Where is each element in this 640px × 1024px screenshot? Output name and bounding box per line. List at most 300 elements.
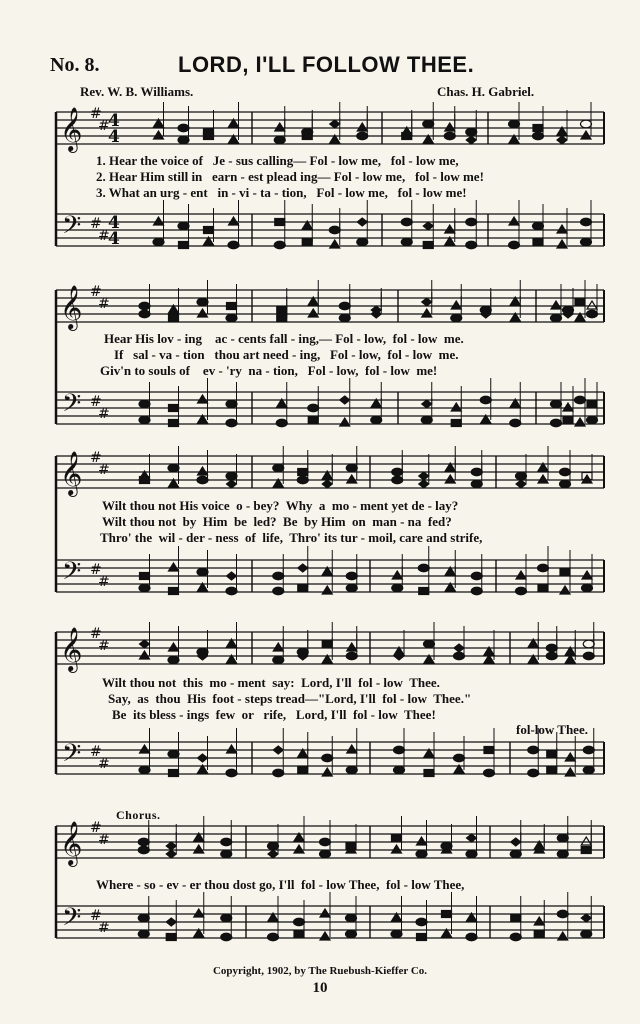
note-head (563, 403, 573, 411)
note-head (509, 217, 519, 225)
sharp-sign: # (90, 216, 102, 232)
note-head (416, 850, 427, 858)
note-head (587, 416, 598, 424)
note-head (226, 769, 237, 777)
bass-clef: 𝄢 (62, 557, 82, 592)
note-head (277, 307, 287, 314)
note-head (581, 120, 592, 128)
note-head (402, 133, 412, 140)
sharp-sign: # (90, 394, 102, 410)
note-head (394, 766, 405, 774)
note-head (551, 314, 562, 322)
note-head (466, 241, 477, 249)
sharp-sign: # (98, 638, 110, 654)
note-head (560, 468, 571, 476)
note-head (298, 767, 308, 774)
lyric-line: 3. What an urg - ent in - vi - ta - tion, Fol - low me, fol - low me! (96, 185, 467, 200)
treble-clef: 𝄞 (60, 627, 83, 671)
note-head (551, 301, 561, 309)
sharp-sign: # (98, 574, 110, 590)
note-head (169, 315, 179, 322)
note-head (357, 218, 367, 226)
bass-clef: 𝄢 (62, 389, 82, 424)
note-head (302, 239, 312, 246)
note-head (322, 586, 332, 594)
note-head (140, 573, 150, 580)
note-head (467, 834, 477, 842)
note-head (322, 641, 332, 648)
note-head (557, 240, 567, 248)
note-head (394, 746, 405, 754)
note-head (228, 241, 239, 249)
treble-clef: 𝄞 (60, 107, 83, 151)
note-head (139, 310, 150, 318)
note-head (294, 918, 305, 926)
note-head (340, 418, 350, 426)
bass-clef: 𝄢 (62, 903, 82, 938)
lyric-line: Wilt thou not by Him be led? Be by Him on man - na fed? (102, 514, 452, 529)
note-head (583, 766, 594, 774)
note-head (169, 588, 179, 595)
note-head (454, 754, 465, 762)
note-head (451, 301, 461, 309)
note-head (401, 238, 412, 246)
note-head (329, 226, 340, 234)
note-head (273, 643, 283, 651)
note-head (308, 309, 318, 317)
note-head (169, 643, 179, 651)
note-head (533, 132, 544, 140)
note-head (587, 401, 597, 408)
note-head (575, 396, 586, 404)
note-head (168, 750, 179, 758)
sharp-sign: # (90, 744, 102, 760)
note-head (229, 217, 239, 225)
note-head (419, 588, 429, 595)
note-head (197, 568, 208, 576)
note-head (194, 845, 204, 853)
note-head (558, 932, 568, 940)
note-head (346, 766, 357, 774)
note-head (416, 918, 427, 926)
note-head (557, 834, 568, 842)
sharp-sign: # (98, 832, 110, 848)
note-head (546, 644, 557, 652)
note-head (298, 469, 308, 476)
note-head (454, 644, 464, 652)
note-head (528, 769, 539, 777)
note-head (392, 584, 403, 592)
note-head (169, 405, 179, 412)
note-head (471, 468, 482, 476)
note-head (371, 416, 382, 424)
note-head (227, 745, 237, 753)
note-head (546, 652, 557, 660)
note-head (424, 640, 435, 648)
note-head (357, 132, 368, 140)
note-head (538, 585, 548, 592)
note-head (347, 745, 357, 753)
note-head (581, 847, 591, 854)
note-head (575, 418, 585, 426)
note-head (275, 219, 285, 226)
sharp-sign: # (98, 406, 110, 422)
lyric-line: 1. Hear the voice of Je - sus calling— Fol - low me, fol - low me, (96, 153, 459, 168)
note-head (169, 563, 179, 571)
composer-credit: Chas. H. Gabriel. (437, 84, 535, 99)
note-head (419, 480, 429, 488)
note-head (422, 298, 432, 306)
note-head (516, 587, 527, 595)
note-head (346, 652, 357, 660)
note-head (445, 475, 455, 483)
note-head (221, 933, 232, 941)
note-head (178, 124, 189, 132)
note-head (153, 238, 164, 246)
note-head (330, 120, 340, 128)
note-head (516, 480, 526, 488)
note-head (471, 587, 482, 595)
note-head (268, 842, 279, 850)
note-head (422, 400, 432, 408)
note-head (221, 850, 232, 858)
note-head (346, 572, 357, 580)
note-head (226, 472, 237, 480)
note-head (581, 218, 592, 226)
note-head (575, 299, 585, 306)
note-head (194, 909, 204, 917)
lyric-line: Say, as thou His foot - steps tread—"Lord, I'll fol - low Thee." (108, 691, 472, 706)
note-head (466, 218, 477, 226)
note-head (198, 467, 208, 475)
note-head (582, 571, 592, 579)
note-head (302, 133, 312, 140)
note-head (320, 838, 331, 846)
note-head (401, 218, 412, 226)
note-head (275, 123, 285, 131)
note-head (565, 768, 575, 776)
note-head (140, 745, 150, 753)
note-head (423, 242, 433, 249)
note-head (178, 222, 189, 230)
note-head (138, 914, 149, 922)
note-head (273, 572, 284, 580)
sharp-sign: # (98, 228, 110, 244)
note-head (466, 136, 476, 144)
note-head (534, 917, 544, 925)
note-head (274, 241, 285, 249)
lyric-line: Wilt thou not His voice o - bey? Why a mo - ment yet de - lay? (102, 498, 459, 513)
sharp-sign: # (98, 920, 110, 936)
note-head (198, 395, 208, 403)
note-head (357, 238, 368, 246)
note-head (268, 933, 279, 941)
sharp-sign: # (90, 284, 102, 300)
note-head (276, 419, 287, 427)
note-head (226, 419, 237, 427)
note-head (417, 934, 427, 941)
sharp-sign: # (98, 118, 110, 134)
note-head (168, 464, 179, 472)
note-head (471, 480, 482, 488)
note-head (421, 416, 432, 424)
note-head (330, 240, 340, 248)
note-head (294, 845, 304, 853)
note-head (511, 915, 521, 922)
note-head (294, 931, 304, 938)
page-number: 10 (312, 980, 328, 996)
note-head (445, 225, 455, 233)
lyric-line: Wilt thou not this mo - ment say: Lord, I'll fol - low Thee. (102, 675, 440, 690)
treble-clef: 𝄞 (60, 285, 83, 329)
note-head (583, 652, 594, 660)
note-head (139, 400, 150, 408)
note-head (547, 751, 557, 758)
note-head (423, 120, 434, 128)
note-head (516, 571, 526, 579)
treble-clef: 𝄞 (60, 821, 83, 865)
note-head (140, 651, 150, 659)
note-head (221, 838, 232, 846)
note-head (140, 640, 150, 648)
lyric-line: Be its bless - ings few or rife, Lord, I'll fol - low Thee! (112, 707, 436, 722)
note-head (551, 400, 562, 408)
note-head (392, 845, 402, 853)
note-head (533, 125, 543, 132)
note-head (204, 227, 214, 234)
note-head (308, 417, 318, 424)
sharp-sign: # (90, 820, 102, 836)
note-head (587, 310, 598, 318)
note-head (538, 564, 549, 572)
note-head (139, 766, 150, 774)
note-head (138, 846, 149, 854)
note-head (392, 835, 402, 842)
note-head (581, 837, 591, 845)
note-head (339, 314, 350, 322)
note-head (516, 472, 527, 480)
lyric-line: If sal - va - tion thou art need - ing, Fol - low, fol - low me. (114, 347, 459, 362)
note-head (320, 932, 330, 940)
note-head (346, 930, 357, 938)
note-head (557, 225, 567, 233)
sharp-sign: # (90, 106, 102, 122)
note-head (277, 315, 287, 322)
note-head (273, 656, 284, 664)
note-head (226, 314, 237, 322)
note-head (471, 572, 482, 580)
note-head (197, 298, 208, 306)
note-head (178, 136, 189, 144)
sharp-sign: # (98, 462, 110, 478)
lyric-line: Thro' the wil - der - ness of life, Thro' its tur - moil, care and strife, (100, 530, 483, 545)
note-head (581, 930, 592, 938)
note-head (346, 914, 357, 922)
note-head (322, 768, 332, 776)
note-head (273, 769, 284, 777)
note-head (583, 746, 594, 754)
note-head (227, 480, 237, 488)
note-head (551, 419, 562, 427)
time-signature: 4 (108, 229, 120, 249)
note-head (357, 123, 367, 131)
note-head (138, 930, 149, 938)
note-head (268, 850, 278, 858)
note-head (454, 652, 465, 660)
note-head (451, 403, 461, 411)
note-head (179, 242, 189, 249)
note-head (466, 850, 477, 858)
note-head (451, 420, 461, 427)
hymn-title: LORD, I'LL FOLLOW THEE. (178, 52, 475, 77)
note-head (166, 934, 176, 941)
note-head (581, 131, 591, 139)
note-head (538, 475, 548, 483)
note-head (166, 842, 176, 850)
bass-clef: 𝄢 (62, 739, 82, 774)
note-head (346, 584, 357, 592)
note-head (560, 480, 571, 488)
note-head (510, 419, 521, 427)
note-head (533, 239, 543, 246)
note-head (392, 476, 403, 484)
note-head (581, 238, 592, 246)
time-signature: 4 (108, 213, 120, 233)
hymn-number: No. 8. (50, 54, 100, 76)
note-head (322, 480, 332, 488)
note-head (297, 476, 308, 484)
note-head (226, 400, 237, 408)
note-head (169, 420, 179, 427)
note-head (582, 584, 593, 592)
note-head (533, 222, 544, 230)
note-head (140, 477, 150, 484)
note-head (298, 585, 308, 592)
note-head (154, 131, 164, 139)
note-head (340, 396, 350, 404)
note-head (509, 241, 520, 249)
note-head (139, 416, 150, 424)
note-head (424, 770, 434, 777)
note-head (528, 746, 539, 754)
lyric-line-extra: fol-low Thee. (516, 722, 588, 737)
note-head (320, 909, 330, 917)
note-head (587, 301, 597, 309)
note-head (226, 587, 237, 595)
note-head (168, 656, 179, 664)
note-head (139, 302, 150, 310)
note-head (197, 476, 208, 484)
bass-clef: 𝄢 (62, 211, 82, 246)
note-head (391, 930, 402, 938)
note-head (322, 754, 333, 762)
note-head (273, 464, 284, 472)
note-head (484, 769, 495, 777)
chorus-label: Chorus. (116, 808, 161, 822)
note-head (445, 123, 455, 131)
note-head (423, 222, 433, 230)
sharp-sign: # (90, 562, 102, 578)
sharp-sign: # (90, 626, 102, 642)
note-head (198, 754, 208, 762)
note-head (154, 217, 164, 225)
note-head (444, 132, 455, 140)
note-head (339, 302, 350, 310)
note-head (392, 468, 403, 476)
time-signature: 4 (108, 111, 120, 131)
note-head (560, 586, 570, 594)
note-head (422, 309, 432, 317)
note-head (557, 850, 568, 858)
treble-clef: 𝄞 (60, 451, 83, 495)
note-head (169, 770, 179, 777)
note-head (308, 404, 319, 412)
note-head (298, 564, 308, 572)
note-head (510, 850, 521, 858)
note-head (510, 933, 521, 941)
note-head (484, 747, 494, 754)
note-head (560, 569, 570, 576)
note-head (442, 911, 452, 918)
note-head (466, 128, 477, 136)
lyric-line: Giv'n to souls of ev - 'ry na - tion, Fol - low, fol - low me! (100, 363, 438, 378)
note-head (346, 464, 357, 472)
note-head (557, 136, 567, 144)
note-head (138, 838, 149, 846)
note-head (166, 918, 176, 926)
note-head (563, 417, 573, 424)
note-head (418, 564, 429, 572)
note-head (583, 640, 594, 648)
note-head (166, 850, 176, 858)
lyricist-credit: Rev. W. B. Williams. (80, 84, 194, 99)
note-head (274, 136, 285, 144)
note-head (557, 910, 568, 918)
note-head (227, 572, 237, 580)
note-head (466, 933, 477, 941)
lyric-line: Where - so - ev - er thou dost go, I'll fol - low Thee, fol - low Thee, (96, 877, 465, 892)
note-head (417, 837, 427, 845)
sharp-sign: # (98, 756, 110, 772)
lyric-line: 2. Hear Him still in earn - est plead ing— Fol - low me, fol - low me! (96, 169, 484, 184)
note-head (273, 746, 283, 754)
note-head (547, 767, 557, 774)
note-head (509, 120, 520, 128)
sharp-sign: # (98, 296, 110, 312)
note-head (347, 475, 357, 483)
sharp-sign: # (90, 450, 102, 466)
note-head (273, 587, 284, 595)
note-head (480, 396, 491, 404)
note-head (565, 753, 575, 761)
note-head (320, 850, 331, 858)
note-head (347, 643, 357, 651)
lyric-line: Hear His lov - ing ac - cents fall - ing,— Fol - low, fol - low me. (104, 331, 464, 346)
note-head (204, 133, 214, 140)
note-head (511, 838, 521, 846)
note-head (198, 309, 208, 317)
note-head (139, 584, 150, 592)
note-head (419, 472, 429, 480)
sharp-sign: # (90, 908, 102, 924)
note-head (534, 931, 544, 938)
note-head (392, 571, 402, 579)
note-head (451, 314, 462, 322)
copyright-notice: Copyright, 1902, by The Ruebush-Kieffer Co. (212, 965, 428, 977)
note-head (221, 914, 232, 922)
note-head (581, 914, 591, 922)
note-head (227, 303, 237, 310)
